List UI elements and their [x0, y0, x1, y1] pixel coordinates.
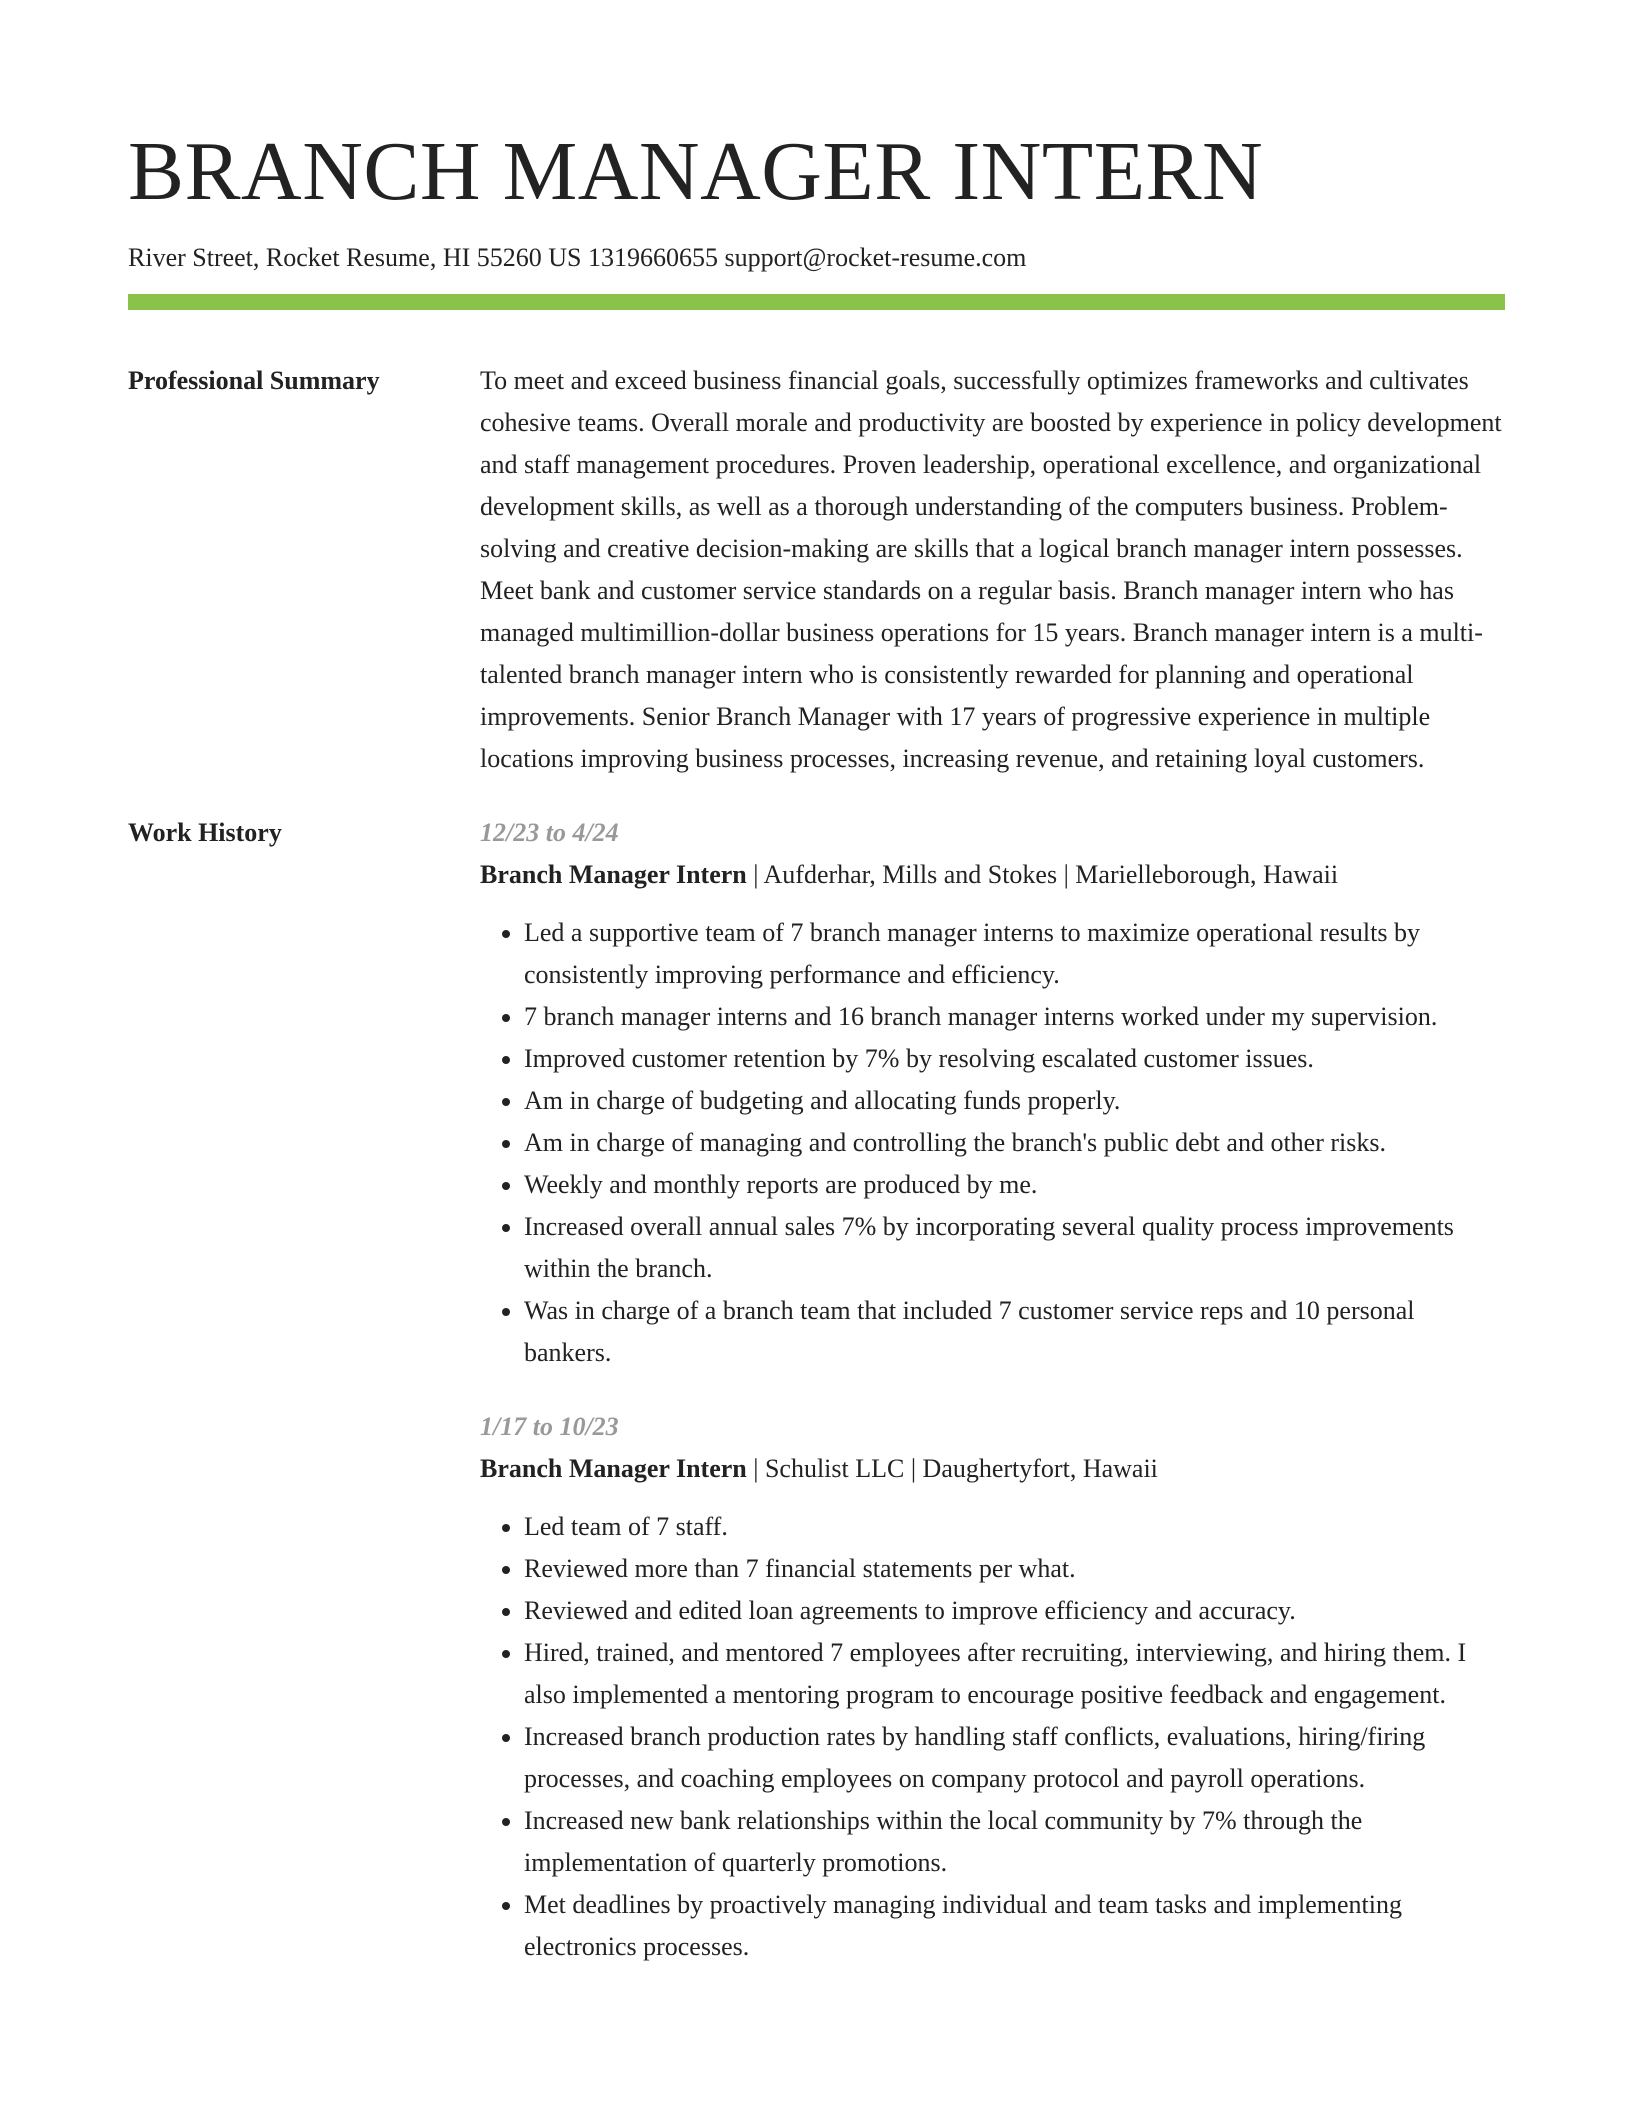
job-bullet-list: [480, 1506, 1505, 1968]
job-bullet: • Am in charge of budgeting and allocating funds properly.: [524, 1080, 1505, 1122]
summary-label: Professional Summary: [128, 366, 380, 395]
work-history-section: [128, 812, 1505, 1968]
job-bullet: • Improved customer retention by 7% by resolving escalated customer issues.: [524, 1038, 1505, 1080]
job-title-line: [480, 1448, 1505, 1490]
job-bullet: • Increased branch production rates by handling staff conflicts, evaluations, hiring/firing processes, and coaching employees on company protocol and payroll operations.: [524, 1716, 1505, 1800]
job-title: Branch Manager Intern: [480, 1454, 747, 1483]
job-bullet: • Hired, trained, and mentored 7 employees after recruiting, interviewing, and hiring them. I also implemented a mentoring program to encourage positive feedback and engagement.: [524, 1632, 1505, 1716]
resume-title: BRANCH MANAGER INTERN: [128, 125, 1264, 218]
job-title: Branch Manager Intern: [480, 860, 747, 889]
job-bullet: • Increased overall annual sales 7% by incorporating several quality process improvements within the branch.: [524, 1206, 1505, 1290]
job-details: | Schulist LLC | Daughertyfort, Hawaii: [746, 1454, 1158, 1483]
job-bullet: • Was in charge of a branch team that included 7 customer service reps and 10 personal bankers.: [524, 1290, 1505, 1374]
job-title-line: [480, 854, 1505, 896]
summary-section: [128, 360, 1505, 780]
summary-text: To meet and exceed business financial goals, successfully optimizes frameworks and cultivates cohesive teams. Overall morale and productivity are boosted by experience in policy development and staff management procedures. Proven leadership, operational excellence, and organizational development skills, as well as a thorough understanding of the computers business. Problem-solving and creative decision-making are skills that a logical branch manager intern possesses. Meet bank and customer service standards on a regular basis. Branch manager intern who has managed multimillion-dollar business operations for 15 years. Branch manager intern is a multi-talented branch manager intern who is consistently rewarded for planning and operational improvements. Senior Branch Manager with 17 years of progressive experience in multiple locations improving business processes, increasing revenue, and retaining loyal customers.: [480, 366, 1502, 773]
job-dates: 1/17 to 10/23: [480, 1412, 619, 1441]
job-entry: [480, 812, 1505, 1374]
job-bullet: • Reviewed and edited loan agreements to improve efficiency and accuracy.: [524, 1590, 1505, 1632]
job-details: | Aufderhar, Mills and Stokes | Marielleborough, Hawaii: [746, 860, 1339, 889]
contact-line: River Street, Rocket Resume, HI 55260 US 1319660655 support@rocket-resume.com: [128, 243, 1027, 272]
job-dates: 12/23 to 4/24: [480, 818, 619, 847]
work-history-body: [480, 812, 1505, 1968]
job-bullet: • Led team of 7 staff.: [524, 1506, 1505, 1548]
work-history-label: Work History: [128, 818, 282, 847]
job-entry: [480, 1406, 1505, 1968]
job-bullet: • Led a supportive team of 7 branch manager interns to maximize operational results by consistently improving performance and efficiency.: [524, 912, 1505, 996]
header-divider: [128, 294, 1505, 310]
resume-page: [128, 0, 1505, 1968]
summary-body: [480, 360, 1505, 780]
job-bullet: • Weekly and monthly reports are produced by me.: [524, 1164, 1505, 1206]
job-bullet: • Am in charge of managing and controlling the branch's public debt and other risks.: [524, 1122, 1505, 1164]
job-bullet: • 7 branch manager interns and 16 branch manager interns worked under my supervision.: [524, 996, 1505, 1038]
job-bullet: • Reviewed more than 7 financial statements per what.: [524, 1548, 1505, 1590]
job-bullet: • Increased new bank relationships within the local community by 7% through the implementation of quarterly promotions.: [524, 1800, 1505, 1884]
job-bullet: • Met deadlines by proactively managing individual and team tasks and implementing electronics processes.: [524, 1884, 1505, 1968]
job-bullet-list: [480, 912, 1505, 1374]
